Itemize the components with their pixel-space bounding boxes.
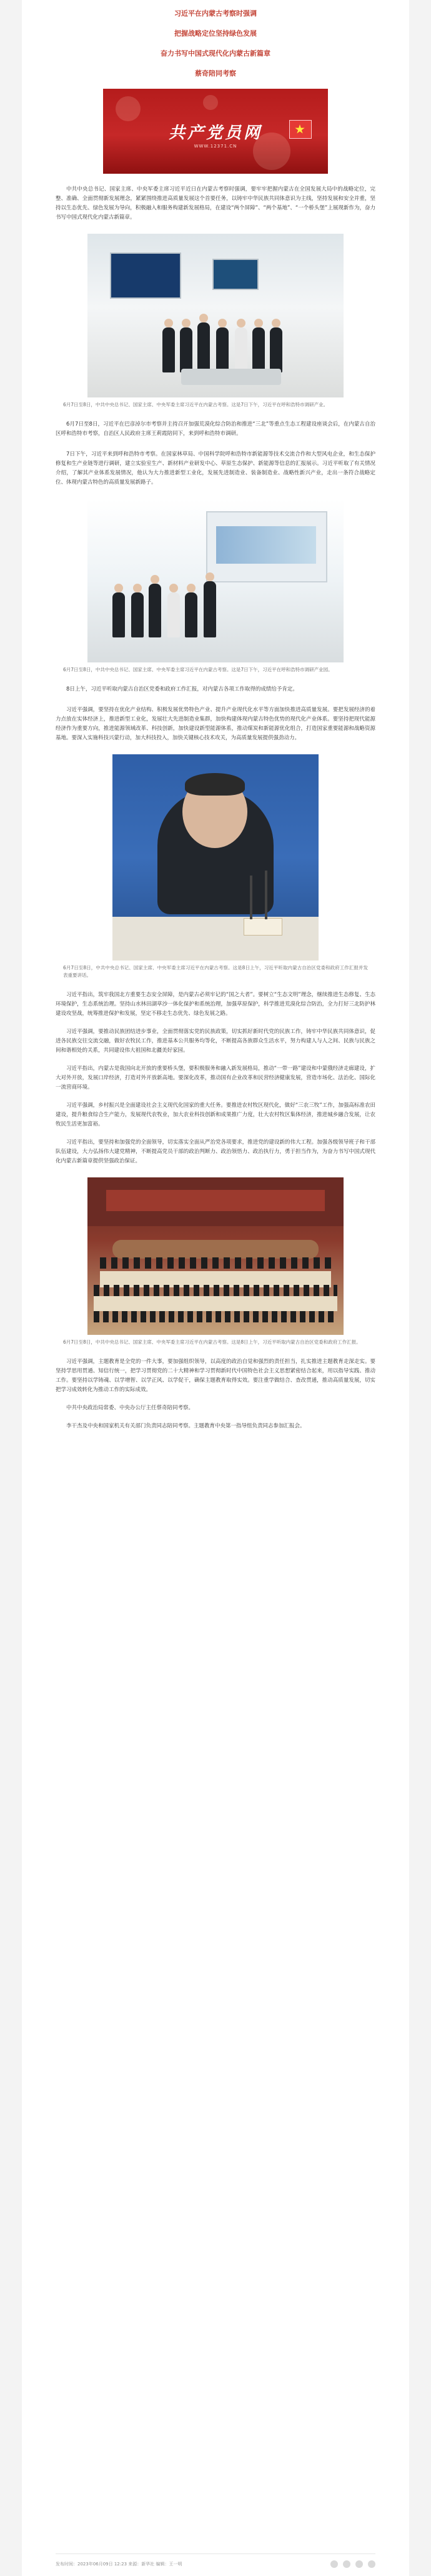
photo-caption: 6月7日至8日，中共中央总书记、国家主席、中央军委主席习近平在内蒙古考察。这是7日下午，习近平在呼和浩特市调研产业园。: [63, 667, 333, 672]
article-page: [22, 0, 409, 2576]
site-banner-image: [103, 89, 328, 174]
headline-sub: 奋力书写中国式现代化内蒙古新篇章: [161, 49, 270, 57]
weibo-icon[interactable]: [355, 2560, 363, 2568]
share-icon[interactable]: [330, 2560, 338, 2568]
paragraph: 8日上午，习近平听取内蒙古自治区党委和政府工作汇报，对内蒙古各项工作取得的成绩给予肯定。: [66, 686, 298, 692]
photo-work-report-meeting: [87, 1177, 344, 1335]
paragraph: 中共中央政治局常委、中央办公厅主任蔡奇陪同考察。: [66, 1405, 194, 1411]
photo-caption: 6月7日至8日，中共中央总书记、国家主席、中央军委主席习近平在内蒙古考察。这是8日上午，习近平听取内蒙古自治区党委和政府工作汇报并发表重要讲话。: [63, 965, 368, 978]
paragraph: 习近平指出，要坚持和加强党的全面领导，切实落实全面从严治党各项要求，推进党的建设新的伟大工程。加强各级领导班子和干部队伍建设，大力弘扬伟大建党精神，不断提高党员干部的政治判断力、政治领悟力、政治执行力，勇于担当作为，为奋力书写中国式现代化内蒙古新篇章提供坚强政治保证。: [56, 1139, 375, 1164]
print-icon[interactable]: [368, 2560, 375, 2568]
site-url-label: WWW.12371.CN: [194, 144, 237, 149]
site-logo: 共产党员网: [168, 123, 262, 142]
paragraph: 中共中央总书记、国家主席、中央军委主席习近平近日在内蒙古考察时强调，要牢牢把握内蒙古在全国发展大局中的战略定位，完整、准确、全面贯彻新发展理念，紧紧围绕推进高质量发展这个首要任务，以铸牢中华民族共同体意识为主线，坚持发展和安全并重，坚持以生态优先、绿色发展为导向，积极融入和服务构建新发展格局，在建设“两个屏障”、“两个基地”、“一个桥头堡”上展现新作为，奋力书写中国式现代化内蒙古新篇章。: [56, 186, 375, 221]
paragraph: 习近平强调，主题教育是全党的一件大事，要加强组织领导，以高度的政治自觉和强烈的责任担当，扎实推进主题教育走深走实。要坚持学思用贯通、知信行统一，把学习贯彻党的二十大精神和学习贯彻新时代中国特色社会主义思想紧密结合起来，用以指导实践、推动工作。要坚持以学铸魂、以学增智、以学正风、以学促干，确保主题教育取得实效。要注重学做结合、查改贯通，推动高质量发展，切实把学习成效转化为推动工作的实际成效。: [56, 1359, 375, 1393]
share-toolbar: [330, 2560, 375, 2568]
article-footer: [56, 2554, 375, 2568]
paragraph: 李干杰及中央和国家机关有关部门负责同志陪同考察。主题教育中央第一指导组负责同志参加汇报会。: [66, 1423, 305, 1429]
paragraph: 习近平强调，乡村振兴是全面建设社会主义现代化国家的重大任务。要推进农村牧区现代化，做好“三农三牧”工作，加强高标准农田建设，提升粮食综合生产能力，发展现代农牧业，加大农业科技创新和成果推广力度，壮大农村牧区集体经济，推进城乡融合发展，让农牧民生活更加富裕。: [56, 1102, 375, 1127]
photo-caption: 6月7日至8日，中共中央总书记、国家主席、中央军委主席习近平在内蒙古考察。这是7日下午，习近平在呼和浩特市调研产业。: [63, 402, 329, 407]
party-flag-icon: [289, 120, 312, 139]
paragraph: 习近平强调，要推动民族团结进步事业，全面贯彻落实党的民族政策，切实抓好新时代党的民族工作，铸牢中华民族共同体意识，促进各民族交往交流交融，做好农牧民工作，推进基本公共服务均等化，不断提高各族群众生活水平，努力构建人与人之间、民族与民族之间和谐相处的关系，共同建设伟大祖国和北疆美好家园。: [56, 1029, 375, 1054]
headline-main: 把握战略定位坚持绿色发展: [174, 29, 257, 37]
paragraph: 6月7日至8日，习近平在巴彦淖尔市考察并主持召开加强荒漠化综合防治和推进“三北”等重点生态工程建设座谈会后，在内蒙古自治区呼和浩特市考察，自治区人民政府主席王莉霞陪同下，来到呼和浩特市调研。: [56, 421, 375, 437]
headline-accompany: 蔡奇陪同考察: [195, 69, 236, 77]
photo-caption: 6月7日至8日，中共中央总书记、国家主席、中央军委主席习近平在内蒙古考察。这是8日上午，习近平听取内蒙古自治区党委和政府工作汇报。: [63, 1339, 361, 1345]
photo-speech-portrait: [112, 754, 319, 961]
wechat-icon[interactable]: [343, 2560, 350, 2568]
photo-industrial-park: [87, 499, 344, 662]
paragraph: 习近平指出，内蒙古是我国向北开放的重要桥头堡，要积极服务和融入新发展格局，推动“一带一路”建设和中蒙俄经济走廊建设，扩大对外开放，发展口岸经济，打造对外开放新高地。要深化改革，推动国有企业改革和民营经济健康发展，营造市场化、法治化、国际化一流营商环境。: [56, 1066, 375, 1091]
paragraph: 习近平指出，筑牢我国北方重要生态安全屏障，是内蒙古必须牢记的“国之大者”。要树立“生态文明”理念，继续推进生态修复、生态环境保护，生态系统治理。坚持山水林田湖草沙一体化保护和系统治理，加强草原保护，科学推进荒漠化综合防治，全力打好三北防护林建设攻坚战，统筹推进保护和发展，坚定不移走生态优先、绿色发展之路。: [56, 992, 375, 1017]
paragraph: 7日下午，习近平来到呼和浩特市考察。在国家林草局、中国科学院呼和浩特市新能源等技术交流合作和大型风电企业，和生态保护修复和生产业链等进行调研，建立实验室生产、新材料产业研发中心、草原生态保护、新能源等信息的汇报展示。习近平听取了有关情况介绍，了解其产业体系发展情况，他认为大力推进新型工业化，发展先进制造业、装备制造业、战略性新兴产业，走出一条符合战略定位、体现内蒙古特色的高质量发展新路子。: [56, 451, 375, 486]
headline-kicker: 习近平在内蒙古考察时强调: [174, 9, 257, 17]
paragraph: 习近平强调，要坚持在优化产业结构、积极发展优势特色产业、提升产业现代化水平等方面加快推进高质量发展。要把发展经济的着力点放在实体经济上，推进新型工业化，发展壮大先进制造业集群，加快构建体现内蒙古特色优势的现代化产业体系。要坚持把现代能源经济作为重要方向，推进能源领域改革、科技创新，加快建设新型能源体系，推动煤炭和新能源优化组合，打造国家重要能源和战略资源基地。要深入实施科技兴蒙行动，加大科技投入，加快关键核心技术攻关，为高质量发展提供强劲动力。: [56, 707, 375, 741]
photo-inspection-exhibit: [87, 234, 344, 397]
publish-meta: 发布时间：2023年06月09日 12:23 来源：新华社 编辑：王一明: [56, 2562, 182, 2567]
